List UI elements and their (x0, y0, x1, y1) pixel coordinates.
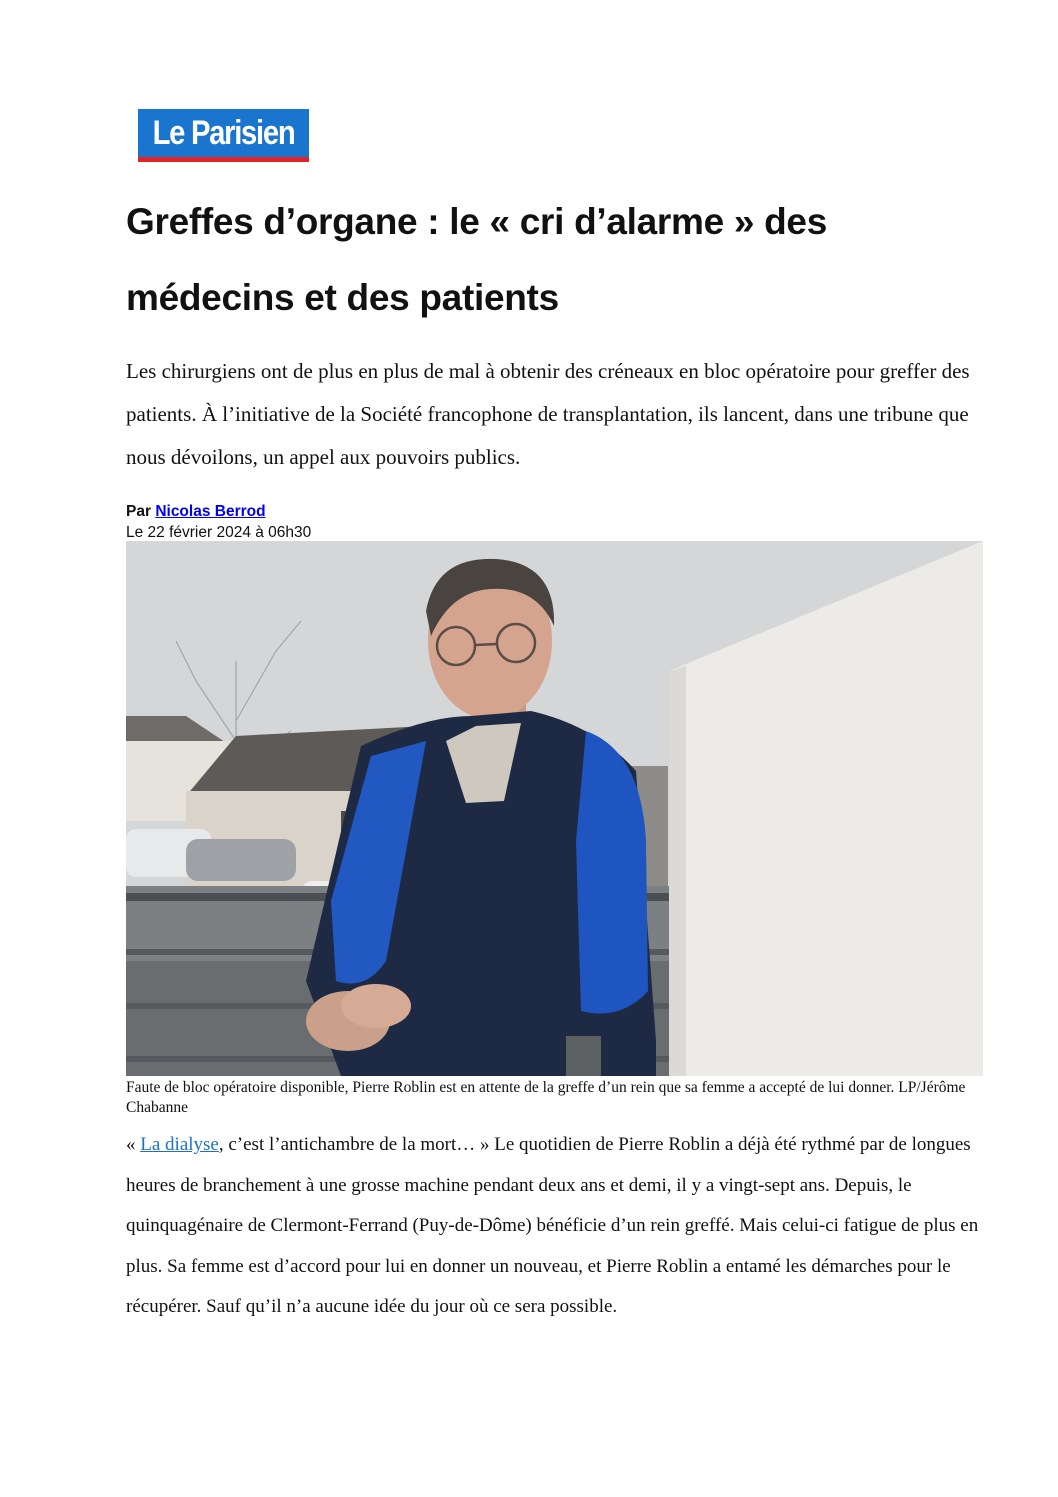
publish-date: Le 22 février 2024 à 06h30 (126, 524, 312, 541)
dialyse-link[interactable]: La dialyse (140, 1134, 219, 1155)
article-lede: Les chirurgiens ont de plus en plus de mal à obtenir des créneaux en bloc opératoire pour greffer des patients. À l’initiative de la Société francophone de transplantation, ils lancent, dans une tribune que nous dévoilons, un appel aux pouvoirs publics. (126, 359, 970, 469)
article-title (126, 184, 1006, 336)
le-parisien-logo[interactable] (138, 109, 309, 162)
author-link[interactable]: Nicolas Berrod (155, 503, 266, 520)
title-line-1: Greffes d’organe : le « cri d’alarme » des (126, 201, 827, 242)
title-line-2: médecins et des patients (126, 277, 559, 318)
article-photo (126, 541, 983, 1076)
body-paragraph: , c’est l’antichambre de la mort… » Le quotidien de Pierre Roblin a déjà été rythmé par de longues heures de branchement à une grosse machine pendant deux ans et demi, il y a vingt-sept ans. Depuis, le quinquagénaire de Clermont-Ferrand (Puy-de-Dôme) bénéficie d’un rein greffé. Mais celui-ci fatigue de plus en plus. Sa femme est d’accord pour lui en donner un nouveau, et Pierre Roblin a entamé les démarches pour le récupérer. Sauf qu’il n’a aucune idée du jour où ce sera possible. (126, 1134, 979, 1317)
byline-prefix: Par (126, 503, 151, 520)
logo-red-bar (138, 157, 309, 162)
logo-wordmark: Le Parisien (152, 114, 295, 152)
photo-caption: Faute de bloc opératoire disponible, Pierre Roblin est en attente de la greffe d’un rein que sa femme a accepté de lui donner. LP/Jérôme Chabanne (126, 1079, 966, 1116)
article-body (126, 1125, 986, 1328)
photo-illustration (126, 541, 983, 1076)
byline (126, 501, 311, 543)
body-quote-open: « (126, 1134, 141, 1155)
